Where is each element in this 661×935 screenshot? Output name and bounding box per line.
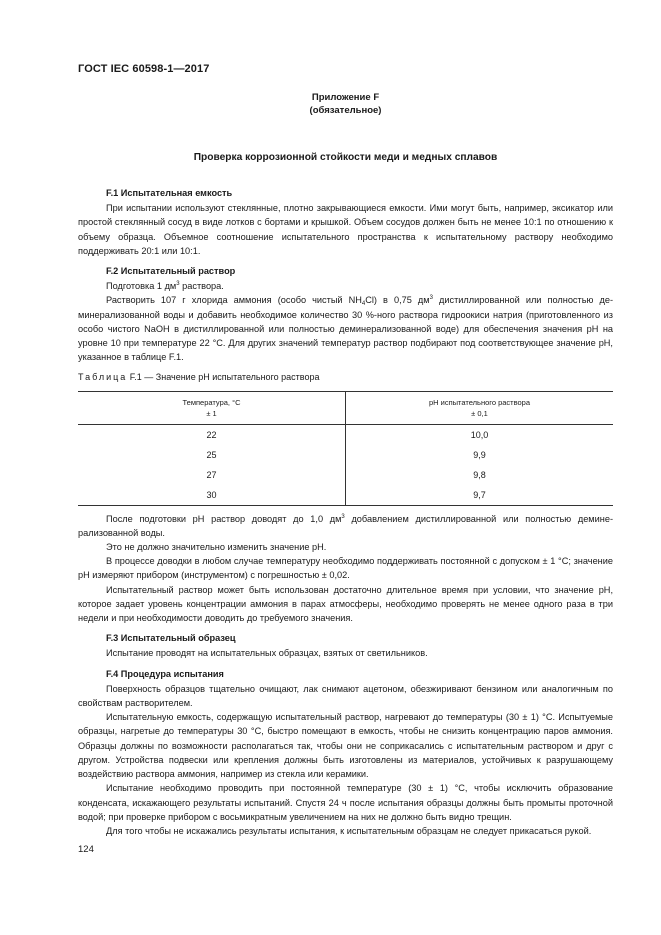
temperature-cell: 22 — [78, 424, 346, 445]
appendix-heading — [0, 91, 661, 117]
standard-header: ГОСТ IEC 60598-1—2017 — [78, 63, 210, 75]
table-caption-prefix: Таблица — [78, 372, 128, 383]
header-ph — [346, 391, 614, 424]
table-caption — [78, 370, 613, 384]
document-body — [78, 183, 613, 838]
section-f4-paragraph-2: Испытательную емкость, содержащую испытательный раствор, нагревают до температуры (30 ± 1) °С. Испытуемые образцы, нагретые до температуры 30 °С, быстро помещают в емкость, чтобы не снизить концентрацию паров аммония. Образцы должны по возможности располагаться так, чтобы они не соприкасались с испытательным раствором и друг с другом. Устройства подвески или крепления должны быть изготовлены из материалов, устойчивых к разрушающему воздействию раствора аммония, например из стекла или керамики. — [78, 712, 613, 780]
section-f4-paragraph-1: Поверхность образцов тщательно очищают, лак снимают ацетоном, обезжиривают бензином или аналогичным по свойствам растворителем. — [78, 683, 613, 709]
table-header-row — [78, 391, 613, 424]
after-table-paragraph-1 — [78, 512, 613, 540]
after-table-paragraph-3: В процессе доводки в любом случае температуру необходимо поддерживать постоянной с допуском ± 1 °С; значение pH измеряют прибором (инструментом) с погрешностью ± 0,02. — [78, 556, 613, 581]
ph-cell: 9,7 — [473, 489, 486, 500]
text-span: Растворить 107 г хлорида аммония (особо чистый NH — [106, 295, 362, 306]
section-f2-paragraph-2 — [78, 293, 613, 364]
page-number: 124 — [78, 844, 94, 855]
text-span: добавлением дистиллированной или полностью деминерализованной воды. — [78, 513, 614, 538]
header-temperature — [78, 391, 346, 424]
temperature-cell: 25 — [78, 445, 346, 465]
section-f3-paragraph: Испытание проводят на испытательных образцах, взятых от светильников. — [106, 648, 428, 659]
section-f4-paragraph-4: Для того чтобы не искажались результаты испытания, к испытательным образцам не следует прикасаться рукой. — [106, 825, 592, 836]
superscript: 3 — [341, 513, 345, 520]
section-f2-heading: F.2 Испытательный раствор — [106, 266, 236, 277]
text-span: Подготовка 1 дм — [106, 281, 177, 292]
ph-table — [78, 391, 613, 506]
header-line: pH испытательного раствора — [428, 397, 531, 407]
section-f1-heading: F.1 Испытательная емкость — [106, 188, 233, 198]
appendix-label: Приложение F — [311, 92, 380, 103]
ph-cell: 10,0 — [470, 429, 489, 440]
table-row — [78, 465, 613, 485]
appendix-status: (обязательное) — [309, 105, 382, 116]
table-row — [78, 445, 613, 465]
header-line: ± 0,1 — [471, 408, 488, 418]
text-span: Cl) в 0,75 дм — [365, 295, 430, 306]
temperature-cell: 27 — [78, 465, 346, 485]
section-f3-heading: F.3 Испытательный образец — [106, 633, 236, 644]
ph-cell: 9,8 — [473, 469, 486, 480]
text-span: После подготовки pH раствор доводят до 1,0 дм — [106, 513, 342, 524]
text-span: дистиллированной или полностью деминерализованной воды и добавить необходимое количество 30 %-ного раствора гидроокиси натрия (приготовленного из особо чистого NaOH в дистиллированной или полностью деминерализованной воде) для обеспечения значения pH на уровне 10 при температуре 22 °С. Для других значений температур раствор подбирают под соответствующее значение pH, указанное в таблице F.1. — [78, 295, 613, 363]
page-title: Проверка коррозионной стойкости меди и медных сплавов — [193, 152, 498, 163]
table-row — [78, 485, 613, 506]
text-span: раствора. — [179, 281, 224, 292]
table-caption-text: F.1 — Значение pH испытательного раствора — [127, 372, 320, 383]
section-f1-paragraph: При испытании используют стеклянные, плотно закрывающиеся емкости. Ими могут быть, например, эксикатор или простой стеклянный сосуд в виде лотков с бортами и крышкой. Объем сосудов должен быть не менее 10:1 по отношению к объему образца. Объемное соотношение испытательного пространства к испытательному раствору необходимо поддерживать 20:1 или 10:1. — [78, 203, 613, 256]
section-f2-paragraph-1 — [78, 279, 613, 293]
temperature-cell: 30 — [78, 485, 346, 506]
after-table-paragraph-2: Это не должно значительно изменить значение pH. — [106, 542, 327, 553]
section-f4-heading: F.4 Процедура испытания — [106, 668, 224, 679]
section-f4-paragraph-3: Испытание необходимо проводить при постоянной температуре (30 ± 1) °С, чтобы исключить образование конденсата, искажающего результаты испытаний. Спустя 24 ч после испытания образцы должны быть промыты проточной водой; при проверке прибором с восьмикратным увеличением на них не должно быть видно трещин. — [78, 783, 613, 822]
subscript: 4 — [361, 301, 366, 308]
table-row — [78, 424, 613, 445]
ph-cell: 9,9 — [473, 449, 486, 460]
superscript: 3 — [429, 295, 433, 302]
superscript: 3 — [176, 281, 180, 288]
header-line: ± 1 — [206, 408, 217, 418]
after-table-paragraph-4: Испытательный раствор может быть использован достаточно длительное время при условии, что значение pH, которое задает уровень концентрации аммония в парах атмосферы, необходимо проверять не менее одного раза в три недели и при необходимости доводить до требуемого значения. — [78, 584, 613, 624]
header-line: Температура, °С — [182, 397, 241, 407]
